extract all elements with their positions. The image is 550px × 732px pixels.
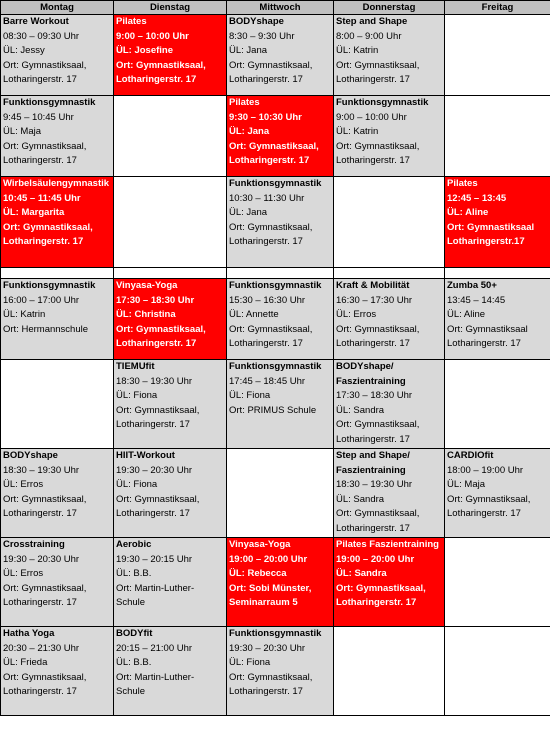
course-address: Lotharingerstr. 17 (336, 338, 410, 349)
course-instructor: ÜL: B.B. (116, 657, 152, 668)
header-donnerstag: Donnerstag (334, 1, 445, 15)
course-title: BODYshape/ Faszientraining (336, 361, 406, 387)
weekday-header-row (1, 1, 550, 15)
course-instructor: ÜL: Jana (229, 207, 268, 218)
course-time: 8:00 – 9:00 Uhr (336, 30, 402, 42)
course-location: Ort: Hermannschule (3, 323, 89, 335)
course-instructor: ÜL: Maja (3, 126, 42, 137)
course-time: 08:30 – 09:30 Uhr (3, 30, 80, 42)
header-mittwoch: Mittwoch (227, 1, 334, 15)
course-cell-mittwoch (227, 177, 334, 268)
course-cell-dienstag (114, 538, 227, 627)
course-address: Schule (116, 597, 146, 608)
course-cell-donnerstag (334, 538, 445, 627)
course-address: Lotharingerstr. 17 (116, 338, 197, 349)
course-cell-mittwoch (227, 15, 334, 96)
course-time: 16:30 – 17:30 Uhr (336, 294, 413, 306)
course-location: Ort: Gymnastiksaal, (3, 59, 87, 71)
schedule-row (1, 96, 550, 177)
course-title: Barre Workout (3, 16, 69, 27)
course-location: Ort: Gymnastiksaal, (229, 323, 313, 335)
course-address: Lotharingerstr.17 (447, 236, 525, 247)
course-address: Lotharingerstr. 17 (3, 597, 77, 608)
course-address: Lotharingerstr. 17 (229, 236, 303, 247)
course-cell-donnerstag (334, 449, 445, 538)
course-location: Ort: Gymnastiksaal, (229, 140, 319, 152)
course-address: Lotharingerstr. 17 (229, 338, 303, 349)
course-instructor: ÜL: Aline (447, 309, 486, 320)
schedule-row (1, 627, 550, 716)
schedule-row (1, 279, 550, 360)
course-instructor: ÜL: Annette (229, 309, 279, 320)
course-cell-donnerstag (334, 279, 445, 360)
course-title: Zumba 50+ (447, 280, 497, 291)
course-location: Ort: Sobi Münster, (229, 582, 312, 594)
course-location: Ort: Gymnastiksaal, (3, 493, 87, 505)
course-time: 18:30 – 19:30 Uhr (3, 464, 80, 476)
course-instructor: ÜL: Katrin (336, 45, 379, 56)
course-location: Ort: Martin-Luther- (116, 582, 195, 594)
course-time: 19:30 – 20:30 Uhr (229, 642, 306, 654)
course-location: Ort: Gymnastiksaal, (116, 323, 206, 335)
course-title: Funktionsgymnastik (229, 178, 322, 189)
course-title: BODYshape (3, 450, 58, 461)
course-location: Ort: Gymnastiksaal, (229, 671, 313, 683)
course-instructor: ÜL: Jessy (3, 45, 45, 56)
course-time: 19:00 – 20:00 Uhr (229, 553, 308, 565)
course-address: Lotharingerstr. 17 (116, 74, 197, 85)
schedule-row (1, 449, 550, 538)
course-title: Funktionsgymnastik (229, 361, 322, 372)
schedule-header (1, 1, 550, 15)
course-address: Seminarraum 5 (229, 597, 298, 608)
course-location: Ort: Gymnastiksaal, (229, 59, 313, 71)
course-address: Lotharingerstr. 17 (3, 508, 77, 519)
course-time: 18:30 – 19:30 Uhr (116, 375, 193, 387)
course-cell-donnerstag (334, 360, 445, 449)
course-location: Ort: Gymnastiksaal, (336, 140, 420, 152)
empty-slot (445, 538, 550, 627)
course-cell-dienstag (114, 360, 227, 449)
empty-slot (445, 96, 550, 177)
course-time: 15:30 – 16:30 Uhr (229, 294, 306, 306)
course-time: 19:30 – 20:15 Uhr (116, 553, 193, 565)
course-address: Lotharingerstr. 17 (336, 597, 417, 608)
course-cell-montag (1, 15, 114, 96)
course-title: Funktionsgymnastik (3, 97, 96, 108)
course-address: Lotharingerstr. 17 (229, 74, 303, 85)
course-location: Ort: Gymnastiksaal, (3, 221, 93, 233)
course-title: HIIT-Workout (116, 450, 175, 461)
empty-slot (1, 268, 114, 279)
course-instructor: ÜL: Katrin (336, 126, 379, 137)
schedule-row (1, 268, 550, 279)
course-title: Kraft & Mobilität (336, 280, 410, 291)
course-location: Ort: Gymnastiksaal (447, 323, 528, 335)
course-location: Ort: Gymnastiksaal, (336, 582, 426, 594)
empty-slot (114, 268, 227, 279)
course-cell-mittwoch (227, 279, 334, 360)
schedule-row (1, 177, 550, 268)
course-time: 19:00 – 20:00 Uhr (336, 553, 415, 565)
schedule-body (1, 15, 550, 716)
course-location: Ort: Gymnastiksaal, (336, 419, 420, 430)
course-instructor: ÜL: Fiona (116, 390, 158, 401)
course-address: Lotharingerstr. 17 (336, 433, 410, 445)
course-address: Lotharingerstr. 17 (116, 508, 190, 519)
course-time: 18:00 – 19:00 Uhr (447, 464, 524, 476)
course-title: Funktionsgymnastik (229, 280, 322, 291)
course-title: Funktionsgymnastik (3, 280, 96, 291)
course-time: 19:30 – 20:30 Uhr (116, 464, 193, 476)
header-montag: Montag (1, 1, 114, 15)
course-instructor: ÜL: B.B. (116, 568, 152, 579)
course-cell-mittwoch (227, 360, 334, 449)
course-instructor: ÜL: Sandra (336, 568, 387, 579)
course-instructor: ÜL: Fiona (229, 657, 271, 668)
course-instructor: ÜL: Frieda (3, 657, 48, 668)
course-address: Lotharingerstr. 17 (336, 155, 410, 166)
course-instructor: ÜL: Christina (116, 309, 176, 320)
course-address: Lotharingerstr. 17 (336, 74, 410, 85)
course-cell-dienstag (114, 279, 227, 360)
course-cell-montag (1, 449, 114, 538)
course-location: Ort: Gymnastiksaal, (116, 493, 200, 505)
course-title: CARDIOfit (447, 450, 494, 461)
course-instructor: ÜL: Jana (229, 126, 270, 137)
course-cell-mittwoch (227, 96, 334, 177)
course-instructor: ÜL: Sandra (336, 493, 385, 505)
course-instructor: ÜL: Aline (447, 207, 489, 218)
course-title: Hatha Yoga (3, 628, 55, 639)
course-title: Pilates Faszientraining (336, 539, 439, 550)
empty-slot (445, 15, 550, 96)
course-cell-dienstag (114, 15, 227, 96)
course-address: Lotharingerstr. 17 (3, 155, 77, 166)
course-instructor: ÜL: Margarita (3, 207, 65, 218)
course-cell-montag (1, 279, 114, 360)
course-cell-freitag (445, 177, 550, 268)
course-cell-freitag (445, 449, 550, 538)
schedule-row (1, 360, 550, 449)
course-cell-freitag (445, 279, 550, 360)
course-title: Step and Shape/ Faszientraining (336, 450, 410, 476)
course-address: Schule (116, 686, 146, 697)
course-location: Ort: Gymnastiksaal, (336, 59, 420, 71)
course-instructor: ÜL: Sandra (336, 404, 385, 416)
course-address: Lotharingerstr. 17 (447, 338, 521, 349)
course-address: Lotharingerstr. 17 (229, 686, 303, 697)
empty-slot (334, 268, 445, 279)
course-address: Lotharingerstr. 17 (116, 419, 190, 430)
course-instructor: ÜL: Fiona (229, 390, 271, 401)
course-cell-mittwoch (227, 627, 334, 716)
empty-slot (1, 360, 114, 449)
course-cell-dienstag (114, 627, 227, 716)
empty-slot (445, 360, 550, 449)
course-instructor: ÜL: Erros (3, 568, 44, 579)
course-address: Lotharingerstr. 17 (447, 508, 521, 519)
empty-slot (114, 96, 227, 177)
course-time: 10:45 – 11:45 Uhr (3, 192, 81, 204)
course-title: BODYshape (229, 16, 284, 27)
empty-slot (445, 627, 550, 716)
course-location: Ort: Gymnastiksaal, (229, 221, 313, 233)
course-title: Vinyasa-Yoga (229, 539, 291, 550)
course-address: Lotharingerstr. 17 (229, 155, 310, 166)
course-location: Ort: Gymnastiksaal, (336, 323, 420, 335)
course-time: 9:00 – 10:00 Uhr (116, 30, 189, 42)
course-cell-montag (1, 627, 114, 716)
course-location: Ort: Gymnastiksaal (447, 221, 535, 233)
course-time: 10:30 – 11:30 Uhr (229, 192, 305, 204)
course-location: Ort: Gymnastiksaal, (3, 582, 87, 594)
course-cell-dienstag (114, 449, 227, 538)
course-time: 9:45 – 10:45 Uhr (3, 111, 74, 123)
course-title: Pilates (447, 178, 478, 189)
course-time: 9:30 – 10:30 Uhr (229, 111, 302, 123)
course-title: BODYfit (116, 628, 153, 639)
course-time: 9:00 – 10:00 Uhr (336, 111, 407, 123)
course-instructor: ÜL: Jana (229, 45, 268, 56)
course-instructor: ÜL: Fiona (116, 479, 158, 490)
course-time: 19:30 – 20:30 Uhr (3, 553, 80, 565)
course-address: Lotharingerstr. 17 (3, 686, 77, 697)
course-cell-mittwoch (227, 538, 334, 627)
course-location: Ort: Gymnastiksaal, (3, 671, 87, 683)
course-address: Lotharingerstr. 17 (3, 74, 77, 85)
course-instructor: ÜL: Maja (447, 479, 486, 490)
course-cell-montag (1, 96, 114, 177)
course-title: Step and Shape (336, 16, 408, 27)
course-location: Ort: Gymnastiksaal, (116, 59, 206, 71)
course-instructor: ÜL: Josefine (116, 45, 174, 56)
course-cell-donnerstag (334, 15, 445, 96)
course-cell-montag (1, 177, 114, 268)
empty-slot (334, 627, 445, 716)
course-cell-montag (1, 538, 114, 627)
course-time: 16:00 – 17:00 Uhr (3, 294, 80, 306)
course-location: Ort: Gymnastiksaal, (116, 404, 200, 416)
course-title: Funktionsgymnastik (336, 97, 429, 108)
course-time: 20:30 – 21:30 Uhr (3, 642, 80, 654)
course-location: Ort: PRIMUS Schule (229, 404, 317, 416)
header-freitag: Freitag (445, 1, 550, 15)
course-location: Ort: Gymnastiksaal, (447, 493, 531, 505)
course-location: Ort: Gymnastiksaal, (3, 140, 87, 152)
course-instructor: ÜL: Katrin (3, 309, 46, 320)
course-time: 17:30 – 18:30 Uhr (116, 294, 195, 306)
empty-slot (334, 177, 445, 268)
schedule-row (1, 538, 550, 627)
empty-slot (227, 268, 334, 279)
course-cell-donnerstag (334, 96, 445, 177)
header-dienstag: Dienstag (114, 1, 227, 15)
course-title: Pilates (116, 16, 147, 27)
course-time: 12:45 – 13:45 (447, 192, 507, 204)
course-title: TIEMUfit (116, 361, 155, 372)
course-time: 20:15 – 21:00 Uhr (116, 642, 193, 654)
empty-slot (114, 177, 227, 268)
course-time: 17:45 – 18:45 Uhr (229, 375, 306, 387)
course-address: Lotharingerstr. 17 (3, 236, 84, 247)
course-location: Ort: Gymnastiksaal, (336, 508, 420, 519)
empty-slot (445, 268, 550, 279)
course-title: Vinyasa-Yoga (116, 280, 178, 291)
course-title: Wirbelsäulengymnastik (3, 178, 110, 189)
course-address: Lotharingerstr. 17 (336, 522, 410, 534)
course-instructor: ÜL: Erros (3, 479, 44, 490)
course-time: 13:45 – 14:45 (447, 294, 506, 306)
empty-slot (227, 449, 334, 538)
course-title: Crosstraining (3, 539, 65, 550)
course-time: 18:30 – 19:30 Uhr (336, 479, 413, 490)
course-location: Ort: Martin-Luther- (116, 671, 195, 683)
course-title: Aerobic (116, 539, 152, 550)
schedule-row (1, 15, 550, 96)
course-title: Pilates (229, 97, 260, 108)
course-time: 17:30 – 18:30 Uhr (336, 390, 413, 401)
course-time: 8:30 – 9:30 Uhr (229, 30, 295, 42)
course-instructor: ÜL: Erros (336, 309, 377, 320)
course-instructor: ÜL: Rebecca (229, 568, 287, 579)
course-title: Funktionsgymnastik (229, 628, 322, 639)
